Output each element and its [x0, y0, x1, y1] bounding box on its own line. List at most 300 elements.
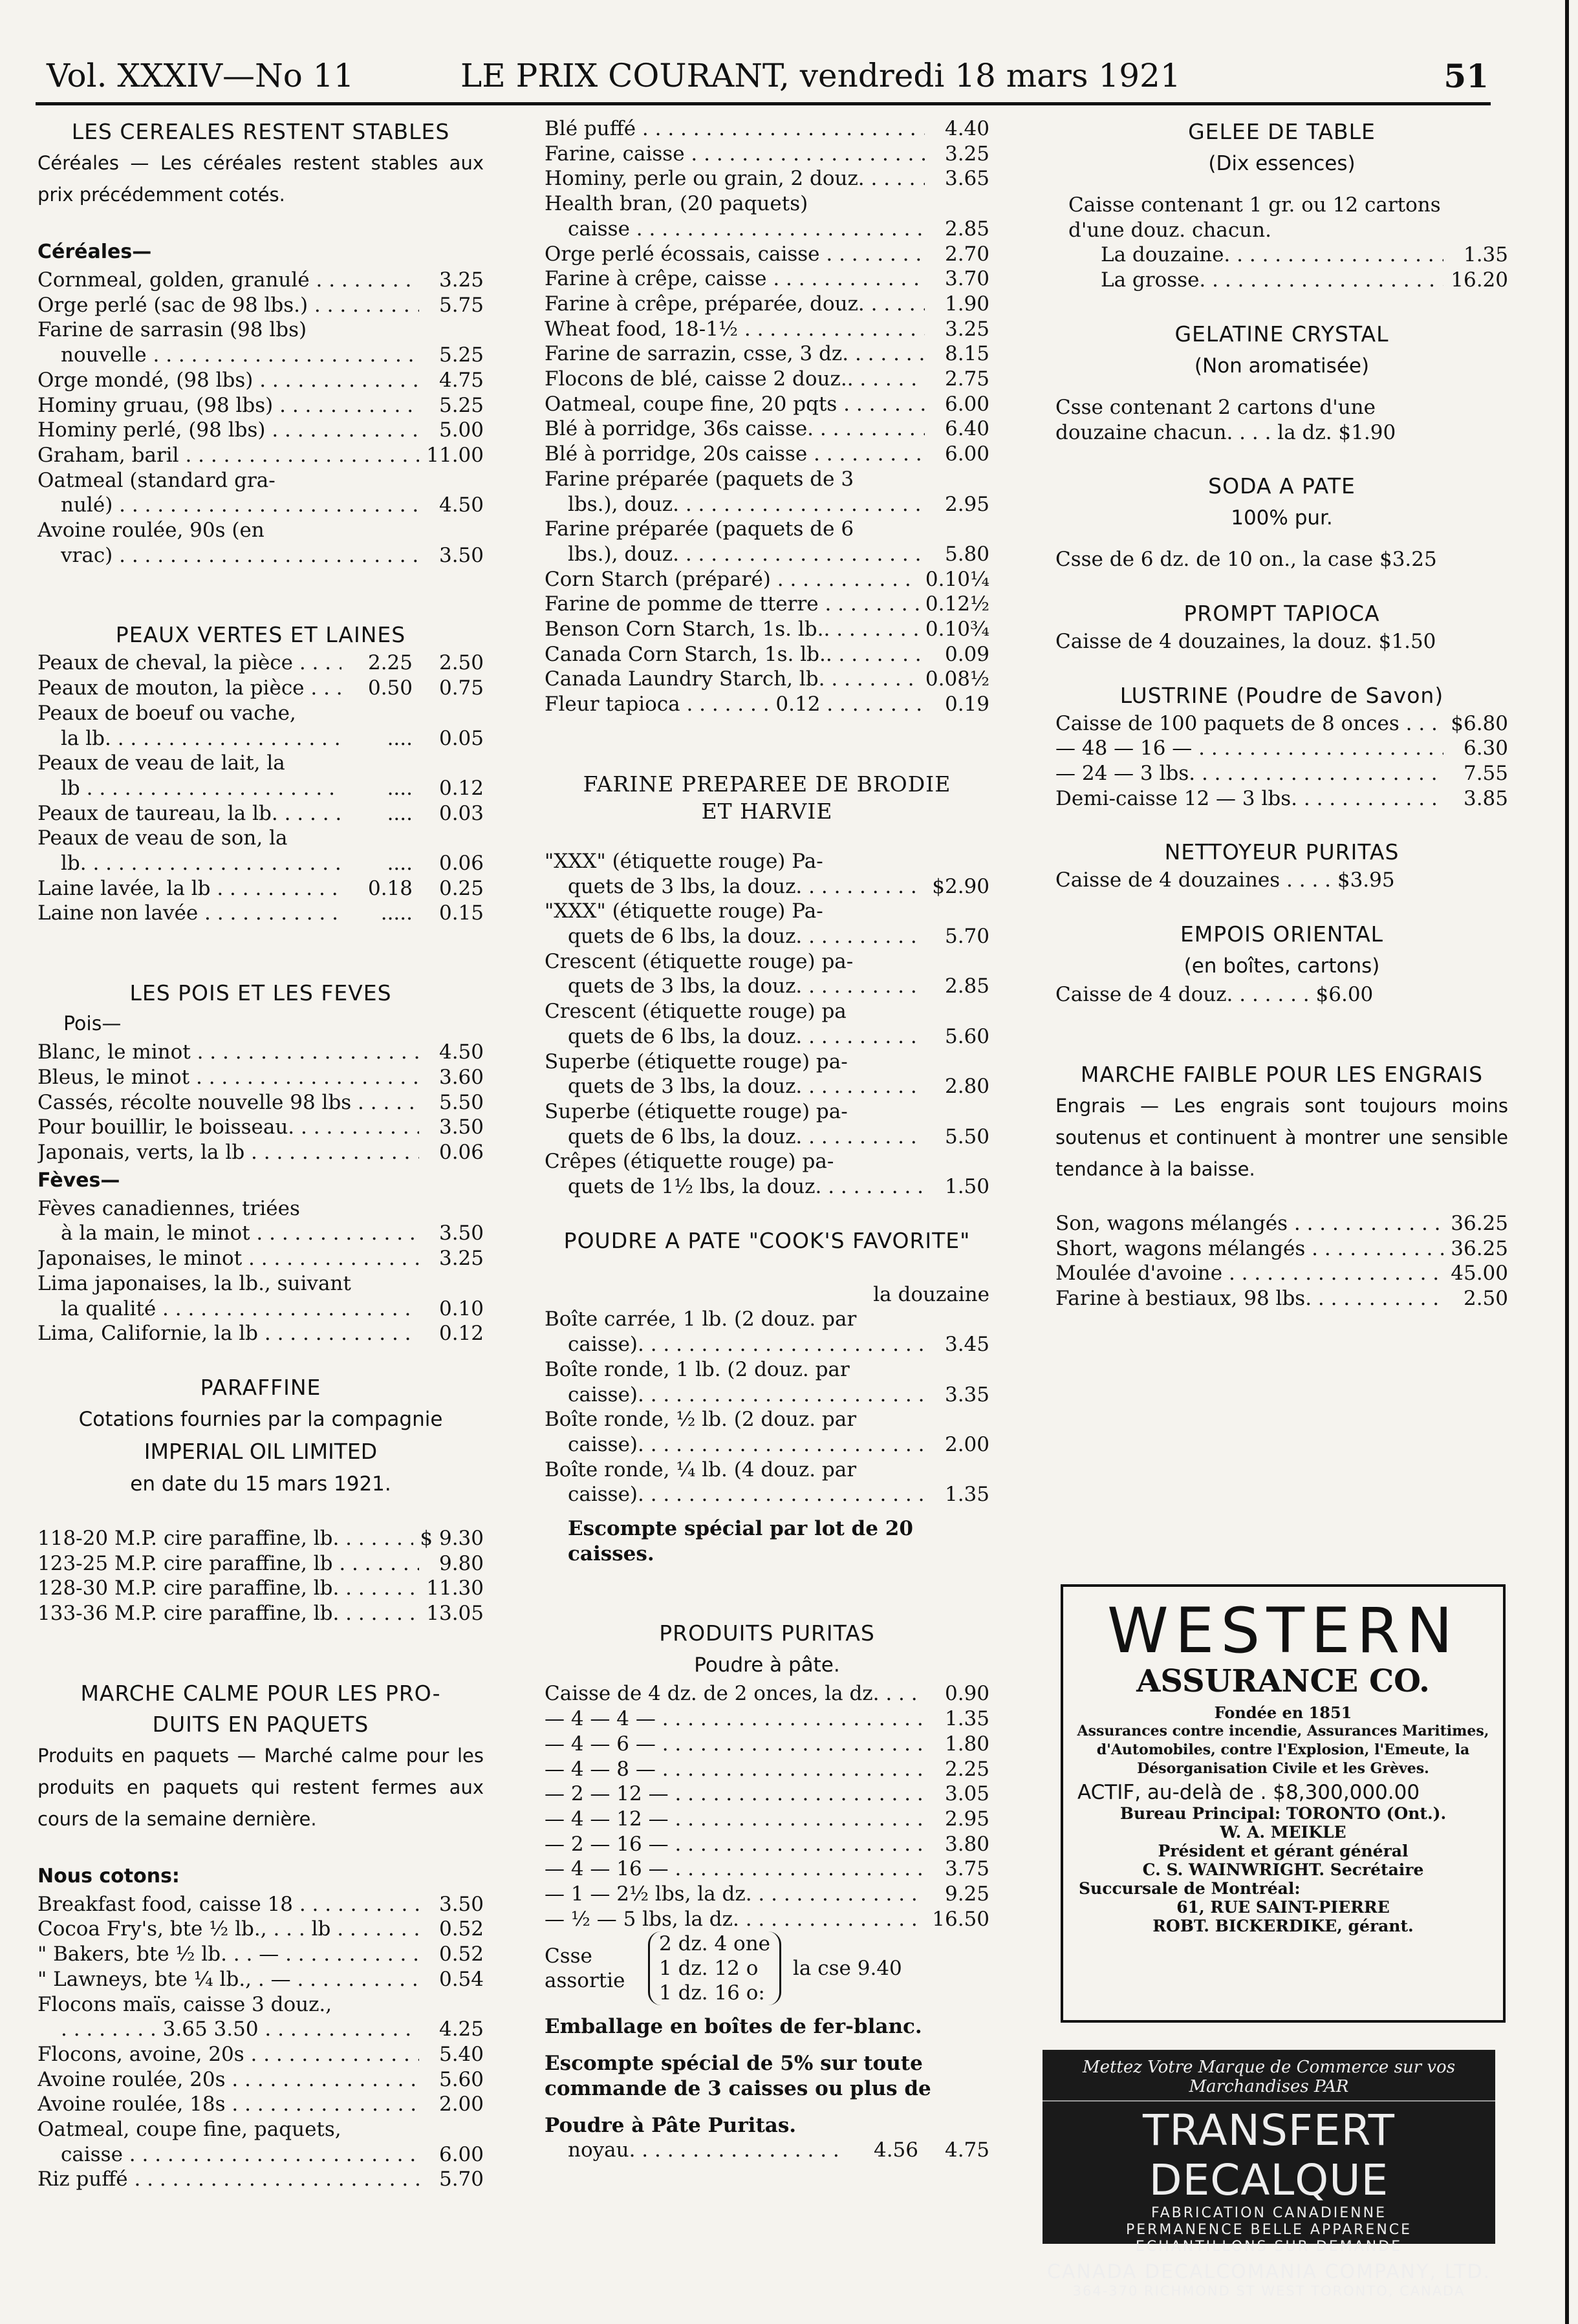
- price-row: [38, 493, 484, 518]
- column-3: [1055, 116, 1508, 1311]
- item-price: 6.40: [944, 417, 989, 441]
- cooks-list: [545, 1307, 989, 1507]
- item-description: quets de 1½ lbs, la douz. . . .: [568, 1174, 925, 1200]
- price-row: [545, 266, 989, 292]
- price-row: [38, 443, 484, 468]
- item-price: [925, 191, 989, 217]
- item-price: [419, 1992, 484, 2017]
- item-price: 5.80: [944, 542, 989, 566]
- item-price: [925, 949, 989, 974]
- brodie-list: [545, 849, 989, 1200]
- item-price: 3.70: [944, 267, 989, 291]
- item-description: caisse . . .: [61, 2142, 419, 2168]
- item-price: 3.50: [438, 1892, 484, 1916]
- assort-item: 1 dz. 16 o:: [659, 1981, 765, 2005]
- item-price: [419, 518, 484, 543]
- price-row: [545, 1357, 989, 1383]
- western-p2: Président et gérant général: [1158, 1842, 1409, 1860]
- price-row: [545, 1907, 989, 1932]
- item-price: [413, 826, 484, 851]
- item-price: 2.80: [944, 1075, 989, 1099]
- price-row: [38, 1140, 484, 1165]
- price-row: [38, 1942, 484, 1967]
- item-price: 16.20: [1451, 268, 1508, 292]
- item-price: 11.30: [426, 1576, 484, 1600]
- paraffine-date: en date du 15 mars 1921.: [130, 1472, 391, 1496]
- item-price: 4.25: [438, 2017, 484, 2041]
- price-row: [545, 292, 989, 317]
- price-row: [38, 293, 484, 318]
- item-description: Avoine roulée, 18s . . .: [38, 2092, 419, 2117]
- item-description: 133-36 M.P. cire paraffine, lb. . . .: [38, 1601, 419, 1626]
- section-title-paquets-1: MARCHE CALME POUR LES PRO-: [80, 1680, 441, 1706]
- item-description: quets de 3 lbs, la douz. . . .: [568, 974, 925, 999]
- item-price: 3.45: [944, 1333, 989, 1357]
- price-row: [38, 1917, 484, 1942]
- section-title-brodie-1: FARINE PREPAREE DE BRODIE: [583, 771, 951, 797]
- item-price: 5.25: [438, 343, 484, 367]
- item-description: — 4 — 8 — . . .: [545, 1757, 925, 1782]
- price-row: [38, 801, 484, 826]
- item-price-low: ....: [387, 852, 413, 876]
- item-price: 0.19: [944, 693, 989, 716]
- item-price: 3.25: [944, 142, 989, 166]
- soda-line: Csse de 6 dz. de 10 on., la case $3.25: [1055, 548, 1437, 572]
- item-description: Farine, caisse . . .: [545, 142, 925, 167]
- item-price: 8.15: [944, 342, 989, 366]
- item-description: Hominy gruau, (98 lbs) . . .: [38, 393, 419, 418]
- item-description: " Bakers, bte ½ lb. . . — . . .: [38, 1942, 419, 1967]
- packaged-products-list: [545, 116, 989, 717]
- transfert-address: 364-370 RICHMOND ST WEST TORONTO, CANADA: [1072, 2283, 1465, 2299]
- price-row: [38, 2092, 484, 2117]
- item-price: 0.05: [438, 726, 484, 750]
- item-price-low: ....: [387, 776, 413, 800]
- item-price: 4.50: [438, 493, 484, 517]
- item-price: 6.00: [438, 2142, 484, 2166]
- item-description: Farine préparée (paquets de 6: [545, 517, 854, 541]
- item-description: Superbe (étiquette rouge) pa-: [545, 1099, 848, 1123]
- item-description: la lb. . . .: [61, 726, 341, 751]
- item-price: 1.80: [944, 1732, 989, 1756]
- item-description: Farine à crêpe, caisse . . .: [545, 266, 925, 292]
- item-price: 3.50: [438, 1115, 484, 1139]
- price-row: [1055, 711, 1508, 737]
- price-row: [545, 1383, 989, 1408]
- item-price: 5.40: [438, 2042, 484, 2066]
- item-description: lb . . .: [61, 776, 341, 801]
- item-description: Farine de pomme de tterre . . .: [545, 592, 919, 617]
- gelee-list: [1055, 242, 1508, 292]
- price-row: [545, 1832, 989, 1857]
- price-row: [38, 393, 484, 418]
- item-price-low: ....: [387, 726, 413, 750]
- price-row: [38, 1967, 484, 1992]
- price-row: [545, 924, 989, 949]
- price-row: [38, 1601, 484, 1626]
- puritas-noyau: noyau. . . . 4.56 4.75: [545, 2138, 989, 2163]
- item-description: Benson Corn Starch, 1s. lb.. . . .: [545, 617, 919, 642]
- item-description: La douzaine. . . .: [1101, 242, 1443, 268]
- item-description: nouvelle . . .: [61, 343, 419, 368]
- item-description: Superbe (étiquette rouge) pa-: [545, 1049, 848, 1073]
- price-row: [38, 518, 484, 543]
- item-price: 1.35: [1463, 243, 1508, 267]
- price-row: [38, 826, 484, 851]
- item-description: Peaux de veau de son, la: [38, 826, 288, 850]
- page-number: 51: [1443, 57, 1489, 95]
- item-price: 0.52: [438, 1917, 484, 1941]
- section-title-cooks: POUDRE A PATE "COOK'S FAVORITE": [563, 1227, 971, 1253]
- item-price-low: 2.25: [367, 651, 413, 675]
- item-description: Laine lavée, la lb . . .: [38, 876, 341, 901]
- item-price: 3.25: [944, 317, 989, 341]
- price-row: [545, 849, 989, 874]
- item-price: 3.75: [944, 1857, 989, 1881]
- item-price: 3.50: [438, 1221, 484, 1245]
- transfert-l2: PERMANENCE BELLE APPARENCE: [1125, 2222, 1412, 2238]
- item-price: 2.25: [944, 1757, 989, 1781]
- header-rule: [36, 102, 1491, 105]
- item-description: — 4 — 12 — . . .: [545, 1807, 925, 1832]
- price-row: [545, 1482, 989, 1507]
- item-description: Riz puffé . . .: [38, 2167, 419, 2192]
- item-description: La grosse. . . .: [1101, 268, 1443, 293]
- item-price: [419, 317, 484, 343]
- item-description: Caisse de 4 dz. de 2 onces, la dz. . . .: [545, 1681, 925, 1706]
- gelatine-line1: Csse contenant 2 cartons d'une: [1055, 395, 1376, 419]
- price-row: [38, 1246, 484, 1271]
- item-price: 5.25: [438, 393, 484, 417]
- price-row: [545, 1024, 989, 1049]
- item-description: quets de 6 lbs, la douz. . . .: [568, 1024, 925, 1049]
- price-row: [545, 467, 989, 492]
- gelee-sub: (Dix essences): [1208, 152, 1356, 175]
- price-row: [545, 341, 989, 367]
- price-row: [545, 1706, 989, 1732]
- volume-number: Vol. XXXIV—No 11: [47, 57, 354, 94]
- item-description: Son, wagons mélangés . . .: [1055, 1211, 1443, 1236]
- item-price: 2.70: [944, 242, 989, 266]
- item-price: 3.80: [944, 1832, 989, 1856]
- item-price-low: 0.18: [367, 876, 413, 900]
- price-row: [1055, 786, 1508, 812]
- paquets-label: Nous cotons:: [38, 1864, 180, 1888]
- item-description: Orge mondé, (98 lbs) . . .: [38, 368, 419, 393]
- price-row: [545, 1074, 989, 1099]
- section-title-peaux: PEAUX VERTES ET LAINES: [115, 622, 406, 648]
- item-description: — 4 — 16 — . . .: [545, 1856, 925, 1882]
- section-title-puritas: PRODUITS PURITAS: [659, 1620, 875, 1646]
- item-description: 123-25 M.P. cire paraffine, lb . . .: [38, 1551, 419, 1576]
- item-price: 1.50: [944, 1175, 989, 1199]
- item-description: Fleur tapioca . . . . . . . 0.12 . . .: [545, 692, 925, 717]
- item-price: 4.40: [944, 117, 989, 140]
- item-description: Health bran, (20 paquets): [545, 192, 808, 216]
- item-description: — ½ — 5 lbs, la dz. . . .: [545, 1907, 925, 1932]
- item-description: caisse . . .: [568, 217, 925, 242]
- price-row: [38, 651, 484, 676]
- item-price: $ 9.30: [420, 1526, 484, 1550]
- item-price: 0.15: [438, 901, 484, 925]
- item-price: 0.10¼: [925, 567, 989, 591]
- price-row: [38, 368, 484, 393]
- item-price: 9.25: [944, 1882, 989, 1906]
- assort-item: 1 dz. 12 o: [659, 1957, 759, 1981]
- item-price: 16.50: [932, 1907, 989, 1931]
- item-description: — 4 — 4 — . . .: [545, 1706, 925, 1732]
- item-price: 2.00: [944, 1432, 989, 1456]
- item-description: lb. . . .: [61, 851, 341, 876]
- item-description: quets de 6 lbs, la douz. . . .: [568, 1124, 925, 1150]
- price-row: [545, 974, 989, 999]
- item-description: Farine à crêpe, préparée, douz. . . .: [545, 292, 925, 317]
- item-price-low: [341, 701, 413, 726]
- item-description: Canada Laundry Starch, lb. . . .: [545, 667, 919, 692]
- assort-price: la cse 9.40: [793, 1957, 902, 1981]
- item-description: Bleus, le minot . . .: [38, 1065, 419, 1090]
- item-price: 5.70: [438, 2168, 484, 2191]
- price-row: [545, 416, 989, 442]
- price-row: [38, 2167, 484, 2192]
- item-description: Crescent (étiquette rouge) pa: [545, 1000, 847, 1024]
- price-row: [38, 1576, 484, 1601]
- price-row: [545, 1681, 989, 1706]
- paquets-note: Produits en paquets — Marché calme pour les produits en paquets qui restent fermes aux cours de la semaine dernière.: [38, 1744, 484, 1830]
- item-price-low: [341, 826, 413, 851]
- price-row: [38, 2142, 484, 2168]
- price-row: [545, 542, 989, 567]
- item-description: Blé à porridge, 36s caisse. . . .: [545, 416, 925, 442]
- item-description: caisse). . . .: [568, 1482, 925, 1507]
- item-description: Japonaises, le minot . . .: [38, 1246, 419, 1271]
- item-description: "XXX" (étiquette rouge) Pa-: [545, 899, 823, 923]
- item-price: 4.50: [438, 1040, 484, 1064]
- western-p4: Succursale de Montréal:: [1079, 1879, 1301, 1898]
- western-sub: ASSURANCE CO.: [1136, 1663, 1430, 1699]
- item-price: 2.75: [944, 367, 989, 391]
- item-description: Boîte ronde, ¼ lb. (4 douz. par: [545, 1458, 857, 1481]
- feves-label: Fèves—: [38, 1168, 120, 1192]
- western-desc: Assurances contre incendie, Assurances Maritimes, d'Automobiles, contre l'Explosion, l'Emeute, la Désorganisation Civile et les Grèves.: [1077, 1723, 1489, 1777]
- price-row: [545, 1882, 989, 1907]
- item-price: 0.90: [944, 1682, 989, 1706]
- item-price: [413, 751, 484, 776]
- item-price: [413, 701, 484, 726]
- item-description: Oatmeal, coupe fine, 20 pqts . . .: [545, 392, 925, 417]
- item-price: [925, 1099, 989, 1124]
- price-row: [38, 1296, 484, 1322]
- item-price: $2.90: [932, 874, 989, 898]
- item-description: — 2 — 12 — . . .: [545, 1781, 925, 1807]
- peaux-list: [38, 651, 484, 926]
- price-row: [38, 1892, 484, 1917]
- empois-sub: (en boîtes, cartons): [1184, 954, 1380, 978]
- price-row: [38, 1115, 484, 1140]
- item-price: 0.52: [438, 1942, 484, 1966]
- price-row: [38, 1551, 484, 1576]
- section-title-nettoyeur: NETTOYEUR PURITAS: [1164, 839, 1400, 865]
- item-price: [419, 2117, 484, 2142]
- item-price: 5.60: [944, 1024, 989, 1048]
- item-price: 0.06: [438, 1140, 484, 1164]
- item-price: 2.85: [944, 974, 989, 998]
- item-description: Cassés, récolte nouvelle 98 lbs . . .: [38, 1090, 419, 1115]
- item-description: Blé puffé . . .: [545, 116, 925, 142]
- price-row: [38, 1040, 484, 1065]
- item-description: Wheat food, 18-1½ . . .: [545, 317, 925, 342]
- price-row: [545, 874, 989, 899]
- price-row: [38, 1065, 484, 1090]
- item-description: quets de 6 lbs, la douz. . . .: [568, 924, 925, 949]
- price-row: [545, 116, 989, 142]
- item-description: Short, wagons mélangés . . .: [1055, 1236, 1443, 1262]
- item-description: . . . . . . . . 3.65 3.50 . . .: [61, 2017, 419, 2042]
- item-price: $6.80: [1451, 711, 1508, 735]
- section-title-empois: EMPOIS ORIENTAL: [1180, 921, 1384, 947]
- price-row: [545, 1099, 989, 1124]
- column-1: [38, 116, 484, 2192]
- item-price: [925, 517, 989, 542]
- soda-sub: 100% pur.: [1231, 506, 1333, 530]
- transfert-l3: ECHANTILLONS SUR DEMANDE: [1135, 2239, 1403, 2255]
- western-title: WESTERN: [1107, 1595, 1460, 1667]
- item-description: Flocons, avoine, 20s . . .: [38, 2042, 419, 2067]
- item-description: Flocons de blé, caisse 2 douz.. . . .: [545, 367, 925, 392]
- western-actif: ACTIF, au-delà de . $8,300,000.00: [1077, 1781, 1420, 1804]
- price-row: [545, 191, 989, 217]
- item-price: 3.25: [438, 1247, 484, 1271]
- item-description: Blanc, le minot . . .: [38, 1040, 419, 1065]
- price-row: [545, 1757, 989, 1782]
- price-row: [545, 949, 989, 974]
- section-title-paraffine: PARAFFINE: [200, 1374, 321, 1400]
- item-description: Laine non lavée . . .: [38, 901, 341, 926]
- nettoyeur-line: Caisse de 4 douzaines . . . . $3.95: [1055, 868, 1395, 892]
- item-price: 0.75: [438, 676, 484, 700]
- item-price: [925, 999, 989, 1024]
- item-price: 3.85: [1463, 786, 1508, 810]
- item-price: [925, 1307, 989, 1332]
- price-row: [38, 1090, 484, 1115]
- section-title-tapioca: PROMPT TAPIOCA: [1184, 600, 1380, 626]
- item-description: Oatmeal (standard gra-: [38, 468, 276, 492]
- price-row: [1101, 268, 1508, 293]
- feves-list: [38, 1196, 484, 1346]
- transfert-l1: FABRICATION CANADIENNE: [1151, 2205, 1387, 2221]
- item-description: — 24 — 3 lbs. . . .: [1055, 761, 1443, 786]
- assort-item: 2 dz. 4 one: [659, 1932, 771, 1956]
- item-description: Blé à porridge, 20s caisse . . .: [545, 442, 925, 467]
- price-row: [1055, 1286, 1508, 1311]
- item-description: à la main, le minot . . .: [61, 1221, 419, 1246]
- price-row: [545, 1174, 989, 1200]
- item-price: 3.65: [944, 167, 989, 191]
- price-row: [38, 543, 484, 568]
- price-row: [38, 901, 484, 926]
- section-title-cereales: LES CEREALES RESTENT STABLES: [71, 119, 450, 144]
- puritas-sub: Poudre à pâte.: [694, 1653, 840, 1677]
- price-row: [545, 1458, 989, 1483]
- item-description: quets de 3 lbs, la douz. . . .: [568, 1074, 925, 1099]
- engrais-note: Engrais — Les engrais sont toujours moins soutenus et continuent à montrer une sensible tendance à la baisse.: [1055, 1094, 1508, 1180]
- item-price: 6.30: [1463, 737, 1508, 760]
- item-price: 36.25: [1451, 1236, 1508, 1260]
- item-description: Corn Starch (préparé) . . .: [545, 567, 919, 592]
- item-description: Japonais, verts, la lb . . .: [38, 1140, 419, 1165]
- item-description: Canada Corn Starch, 1s. lb.. . . .: [545, 642, 925, 667]
- price-row: [38, 2042, 484, 2067]
- gelatine-line2: douzaine chacun. . . . la dz. $1.90: [1055, 420, 1396, 444]
- price-row: [545, 317, 989, 342]
- transfert-tagline: Mettez Votre Marque de Commerce sur vos Marchandises PAR: [1043, 2058, 1495, 2102]
- price-row: [38, 317, 484, 343]
- item-price: [925, 1458, 989, 1483]
- price-row: [545, 617, 989, 642]
- western-p3: C. S. WAINWRIGHT. Secrétaire: [1142, 1860, 1424, 1879]
- item-price: 2.50: [1463, 1286, 1508, 1310]
- price-row: [38, 1221, 484, 1246]
- cereales-note: Céréales — Les céréales restent stables aux prix précédemment cotés.: [38, 152, 484, 206]
- cereales-list: [38, 268, 484, 568]
- price-row: [38, 751, 484, 776]
- item-description: Peaux de boeuf ou vache,: [38, 701, 296, 725]
- item-price: 3.25: [438, 268, 484, 292]
- item-price: 0.12½: [925, 592, 989, 616]
- lustrine-list: [1055, 711, 1508, 812]
- item-price: 5.50: [438, 1090, 484, 1114]
- item-description: Avoine roulée, 90s (en: [38, 519, 265, 543]
- item-price: [925, 467, 989, 492]
- item-price: [925, 899, 989, 924]
- price-row: [38, 2017, 484, 2042]
- price-row: [545, 1781, 989, 1807]
- item-price: 3.60: [438, 1065, 484, 1089]
- item-description: nulé) . . .: [61, 493, 419, 518]
- item-description: Farine préparée (paquets de 3: [545, 467, 854, 491]
- price-row: [545, 667, 989, 692]
- assort-items: [648, 1931, 781, 2005]
- gelatine-sub: (Non aromatisée): [1194, 354, 1370, 378]
- price-row: [545, 442, 989, 467]
- item-price: 2.95: [944, 1807, 989, 1831]
- price-row: [545, 142, 989, 167]
- puritas-assort: [545, 1931, 989, 2005]
- item-description: Peaux de veau de lait, la: [38, 751, 285, 775]
- item-price: 0.25: [438, 876, 484, 900]
- item-price: 36.25: [1451, 1211, 1508, 1235]
- item-price: 2.00: [438, 2093, 484, 2116]
- price-row: [38, 1271, 484, 1296]
- item-description: Boîte ronde, ½ lb. (2 douz. par: [545, 1408, 857, 1432]
- price-row: [545, 1807, 989, 1832]
- item-price: 2.85: [944, 217, 989, 241]
- item-description: Pour bouillir, le boisseau. . . .: [38, 1115, 419, 1140]
- item-description: Cornmeal, golden, granulé . . .: [38, 268, 419, 293]
- item-price: 0.12: [438, 776, 484, 800]
- item-price: 1.35: [944, 1707, 989, 1731]
- price-row: [38, 876, 484, 901]
- cooks-unit: la douzaine: [873, 1282, 989, 1306]
- price-row: [1055, 1236, 1508, 1262]
- item-price: 5.60: [438, 2067, 484, 2091]
- price-row: [545, 567, 989, 592]
- section-title-gelatine: GELATINE CRYSTAL: [1174, 321, 1389, 347]
- western-assurance-ad: [1061, 1584, 1506, 2023]
- item-description: Cocoa Fry's, bte ½ lb., . . . lb . . .: [38, 1917, 419, 1942]
- price-row: [545, 166, 989, 191]
- item-price: 7.55: [1463, 762, 1508, 786]
